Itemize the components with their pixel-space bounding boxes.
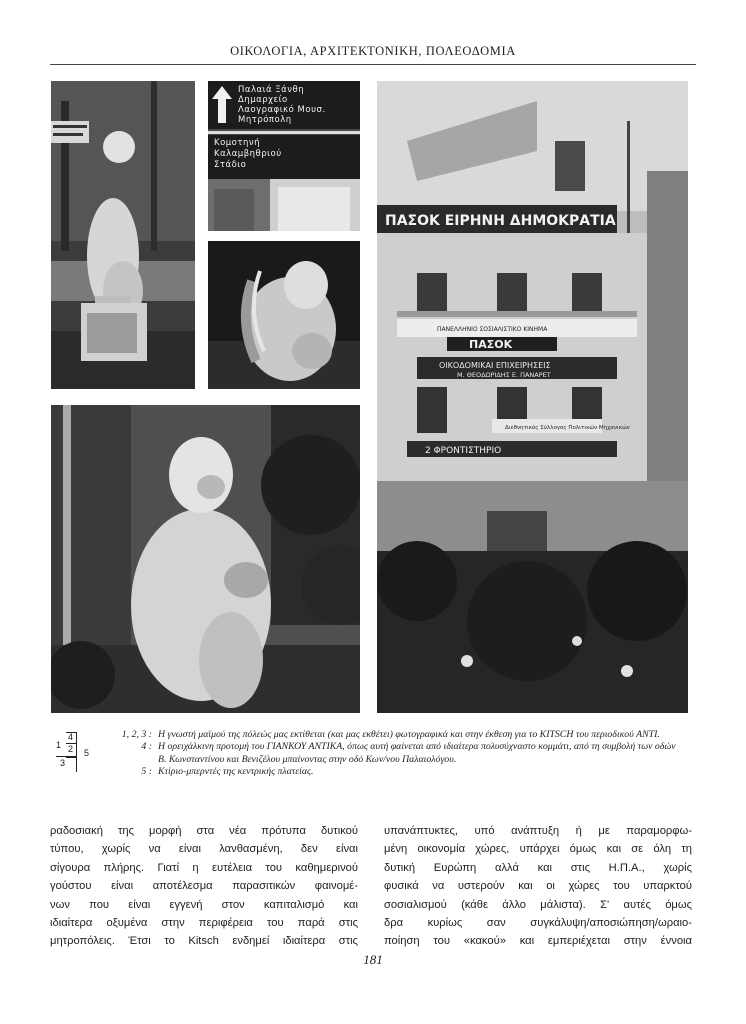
body-line: ιδιαίτερα οξυμένα στην περιφέρεια του παρά στις bbox=[50, 917, 358, 930]
figure-key-divider bbox=[56, 756, 76, 757]
party-board-small: ΠΑΝΕΛΛΗΝΙΟ ΣΟΣΙΑΛΙΣΤΙΚΟ ΚΙΝΗΜΑ bbox=[437, 326, 548, 333]
office-sign: Διεθνητικός Σύλλογος Πολιτικών Μηχανικών bbox=[505, 425, 630, 431]
running-header: ΟΙΚΟΛΟΓΙΑ, ΑΡΧΙΤΕΚΤΟΝΙΚΗ, ΠΟΛΕΟΔΟΜΙΑ bbox=[230, 44, 516, 58]
body-line: τύπου, χωρίς να είναι λανθασμένη, δεν είναι bbox=[50, 843, 358, 856]
body-line: ραδοσιακή της μορφή στα νέα πρότυπα δυτικού bbox=[50, 825, 358, 837]
party-board: ΠΑΣΟΚ bbox=[469, 338, 513, 351]
business-sign: ΟΙΚΟΔΟΜΙΚΑΙ ΕΠΙΧΕΙΡΗΣΕΙΣ bbox=[439, 361, 551, 370]
caption-text: Η γνωστή μαϊμού της πόλεώς μας εκτίθεται (και μας εκθέτει) φωτογραφικά και στην έκθεση για το KITSCH του περιοδικού ANTI. bbox=[158, 729, 660, 740]
figure-key-divider bbox=[76, 732, 77, 772]
photo-5-building-facade bbox=[377, 81, 688, 713]
sign-line: Στάδιο bbox=[214, 160, 247, 170]
figure-key-cell: 2 bbox=[68, 744, 74, 754]
figure-key-cell: 3 bbox=[60, 758, 66, 768]
sign-line: Παλαιά Ξάνθη bbox=[238, 85, 305, 95]
body-column-right bbox=[384, 822, 692, 951]
page-number: 181 bbox=[363, 952, 383, 967]
figure-key-cell: 1 bbox=[56, 740, 62, 750]
body-column-left bbox=[50, 822, 358, 951]
body-line: δρα κυρίως σαν συγκάλυψη/αποσιώπηση/ωραιο- bbox=[384, 917, 692, 930]
body-line: μητροπόλεις. Έτσι το Kitsch ενδημεί ιδιαίτερα στις bbox=[50, 935, 358, 948]
caption-number: 1, 2, 3 : bbox=[121, 729, 152, 740]
body-line: υπανάπτυκτες, υπό ανάπτυξη ή με παραμορφω- bbox=[384, 825, 692, 837]
caption-text: Η ορειχάλκινη προτομή του ΓΙΑΝΚΟΥ ΑΝΤΙΚΑ, όπως αυτή φαίνεται από ιδιαίτερα πολυσύχναστο κομμάτι, από τη συμβολή των οδών Β. Κωνσταντίνου και Βενιζέλου μπαίνοντας στην οδό Κων/νου Παλαιολόγου. bbox=[158, 741, 676, 765]
business-names: Μ. ΘΕΟΔΩΡΙΔΗΣ Ε. ΠΑΝΑΡΕΤ bbox=[457, 371, 551, 379]
body-line: ποίηση του «κακού» και εμπεριέχεται στην έννοια bbox=[384, 935, 692, 948]
body-line: γούστου είναι αποτέλεσμα παρασιτικών φαινομέ- bbox=[50, 880, 358, 893]
sign-line: Δημαρχείο bbox=[238, 95, 288, 105]
sign-line: Λαογραφικό Μουσ. bbox=[238, 105, 326, 115]
photo-1-monkey-statue bbox=[51, 81, 195, 389]
sign-line: Κομοτηνή bbox=[214, 138, 261, 148]
figure-key-divider bbox=[66, 743, 76, 744]
building-top-banner: ΠΑΣΟΚ ΕΙΡΗΝΗ ΔΗΜΟΚΡΑΤΙΑ bbox=[385, 213, 616, 229]
photo-4-statue-in-park bbox=[51, 405, 360, 713]
body-line: νων που είναι εγγενή στον καπιταλισμό και bbox=[50, 898, 358, 911]
caption-row bbox=[118, 729, 678, 741]
caption-text: Κτίριο-μπερντές της κεντρικής πλατείας. bbox=[158, 766, 314, 778]
body-line: μένη οικονομία χώρες, υπάρχει όμως και σε όλη τη bbox=[384, 843, 692, 856]
caption-number: 5 : bbox=[141, 766, 152, 778]
photo-3-statue-closeup bbox=[208, 241, 360, 389]
caption-number: 4 : bbox=[141, 741, 152, 753]
caption-row bbox=[118, 766, 678, 778]
figure-captions bbox=[118, 729, 678, 779]
figure-key-cell: 5 bbox=[84, 748, 90, 758]
photo-2-street-sign bbox=[208, 81, 360, 231]
body-line: σίγουρα πλήρης. Γιατί η ευτέλεια του καθημερινού bbox=[50, 861, 358, 874]
figure-key-cell: 4 bbox=[68, 732, 74, 742]
sign-line: Μητρόπολη bbox=[238, 115, 292, 125]
figure-key bbox=[56, 732, 96, 772]
body-line: σοσιαλισμού (κάθε άλλο μάλιστα). Σ' αυτές όμως bbox=[384, 898, 692, 911]
body-line: δυτική Ευρώπη αλλά και στις Η.Π.Α., χωρίς bbox=[384, 861, 692, 874]
header-rule bbox=[50, 64, 696, 65]
caption-row bbox=[118, 741, 678, 766]
frontistirio-sign: 2 ΦΡΟΝΤΙΣΤΗΡΙΟ bbox=[425, 446, 502, 456]
sign-line: Καλαμβηθριού bbox=[214, 149, 282, 159]
body-line: φυσικά να υστερούν και οι χώρες του υπαρκτού bbox=[384, 880, 692, 893]
